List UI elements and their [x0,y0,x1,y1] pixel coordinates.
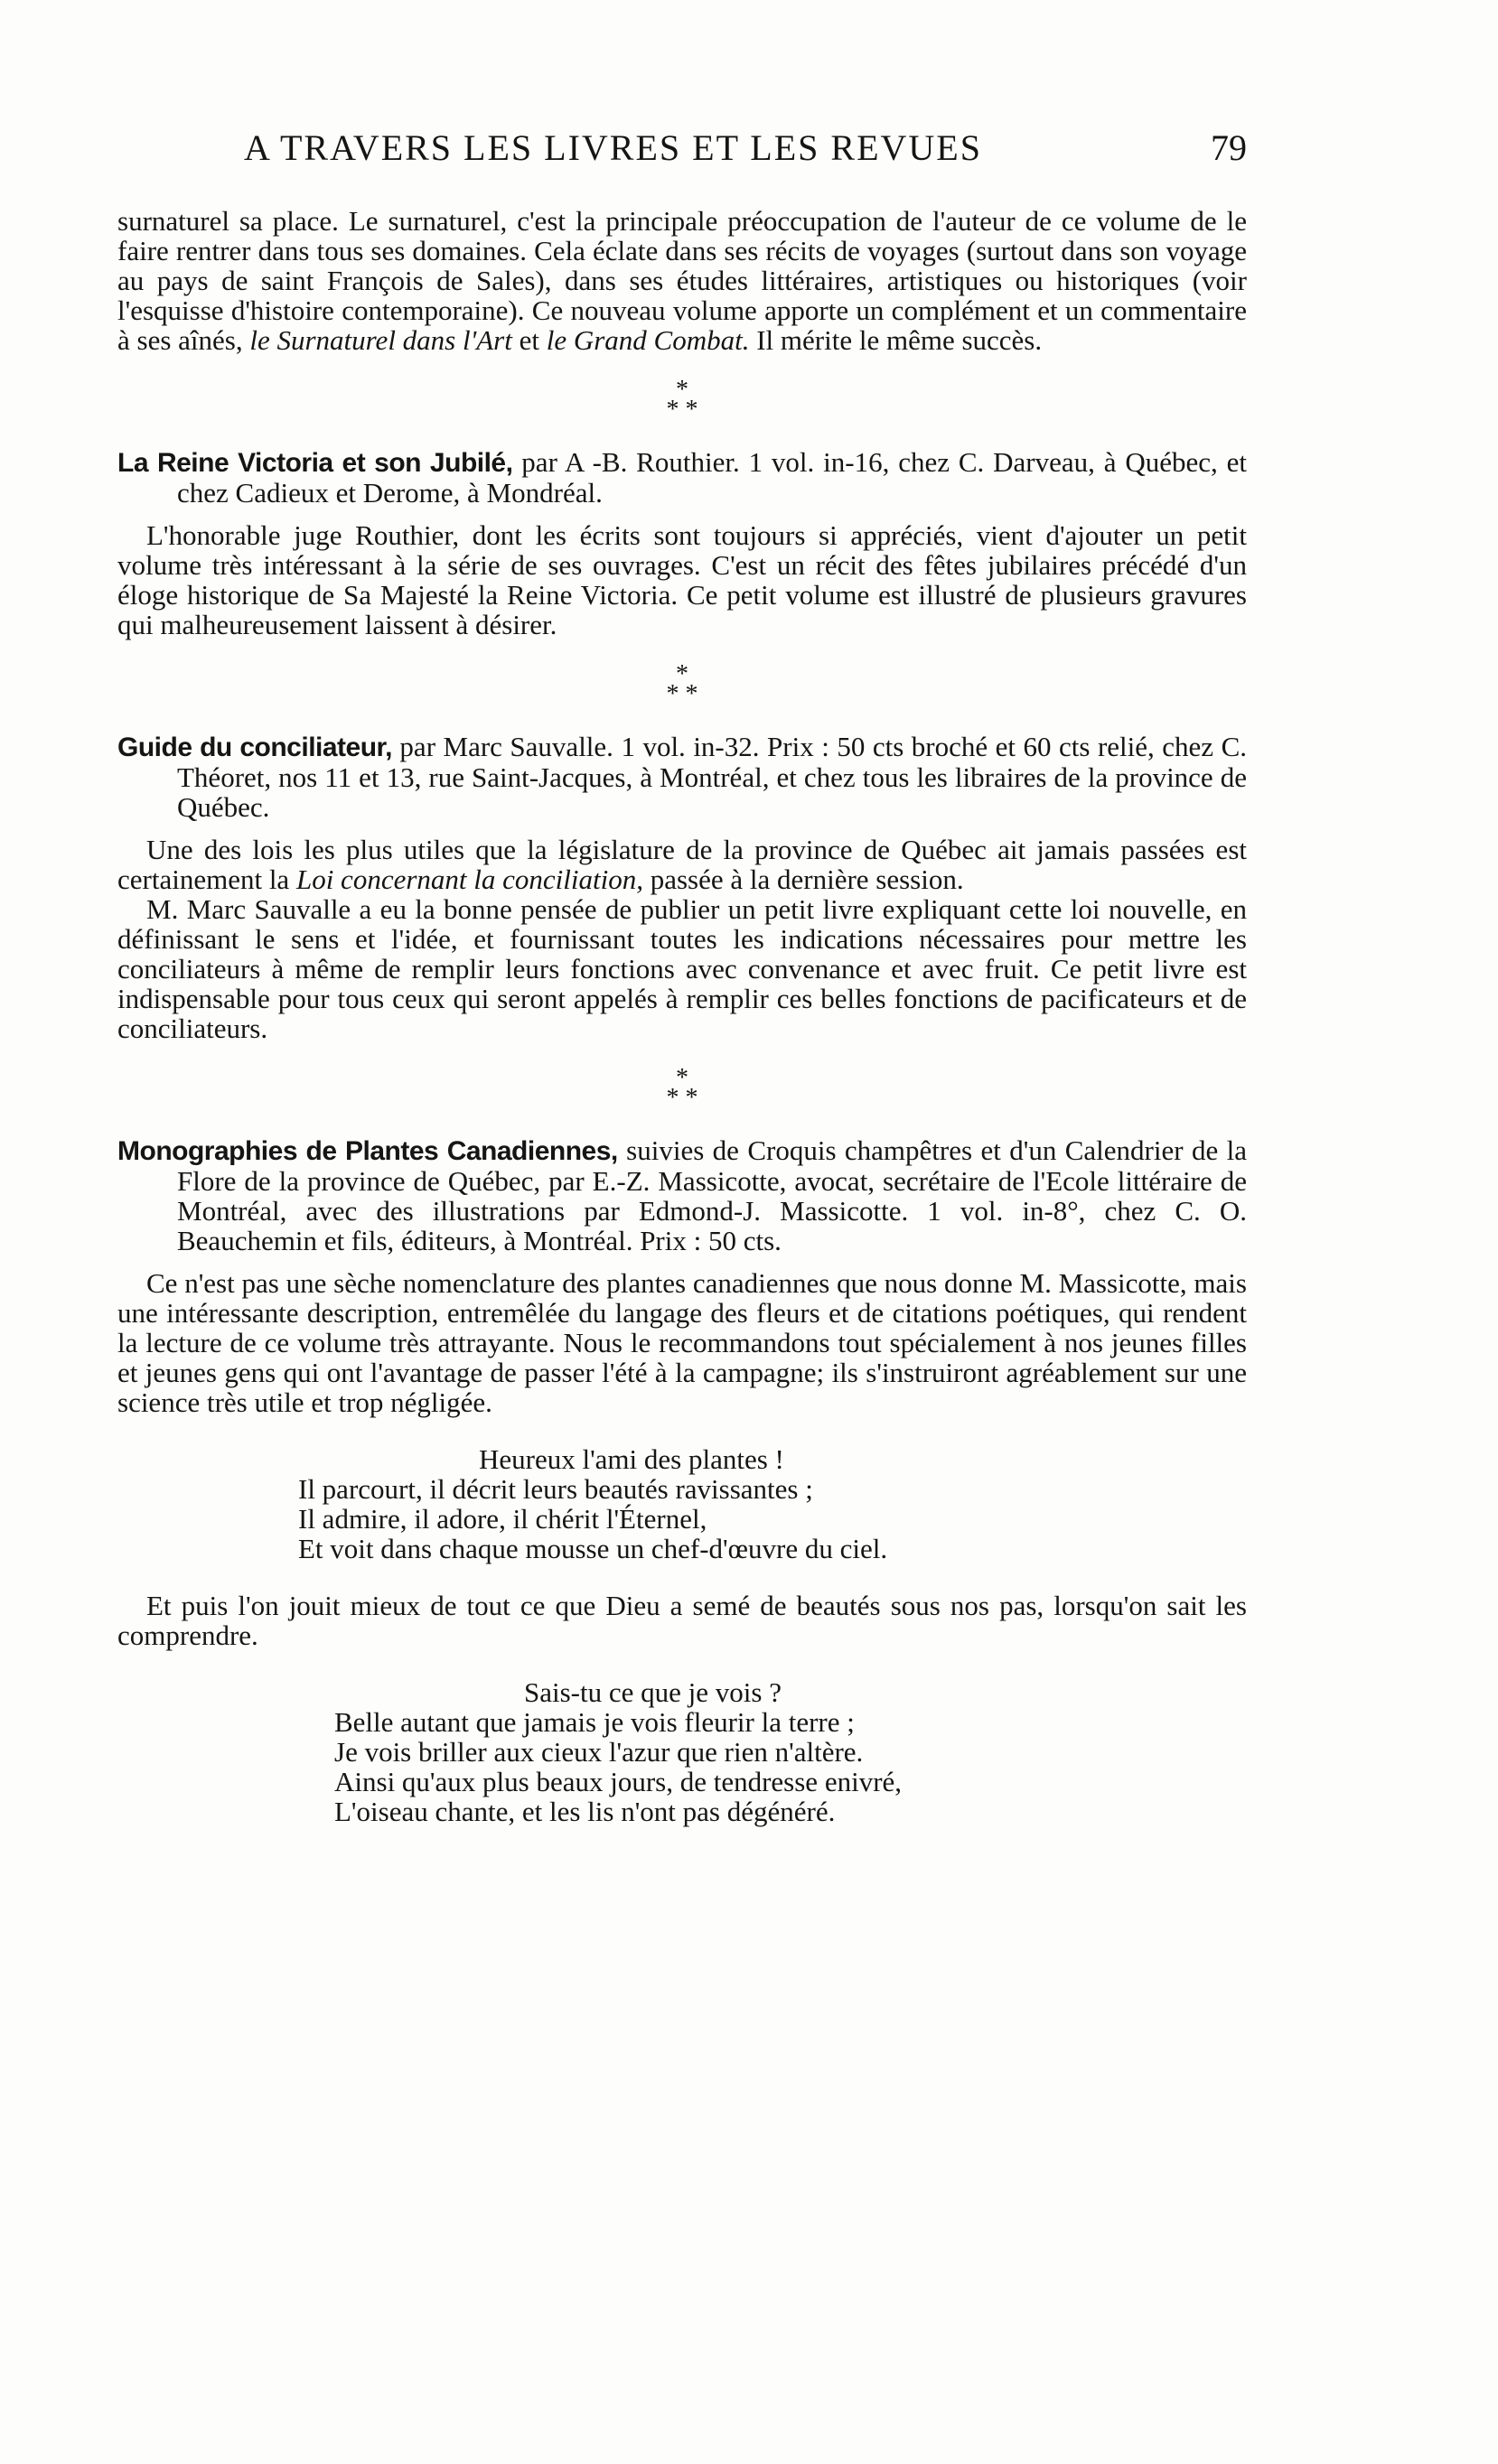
paragraph-text: Une des lois les plus utiles que la législature de la province de Québec ait jamais passées est certainement la [117,834,1247,895]
paragraph-text: passée à la dernière session. [642,863,964,895]
intro-title-1: le Surnaturel dans l'Art [249,324,512,356]
entry-details: suivies de Croquis champêtres et d'un Calendrier de la Flore de la province de Québec, par E.-Z. Massicotte, avocat, secrétaire de l'Ecole littéraire de Montréal, avec des illustrations par Edmond-J. Massicotte. 1 vol. in-8°, chez C. O. Beauchemin et fils, éditeurs, à Montréal. Prix : 50 cts. [177,1134,1247,1256]
verse-line: Je vois briller aux cieux l'azur que rien n'altère. [334,1736,864,1768]
verse-line: Heureux l'ami des plantes ! [479,1443,784,1475]
intro-text-join: et [511,324,547,356]
verse-line: L'oiseau chante, et les lis n'ont pas dégénéré. [334,1796,836,1827]
review-entry-guide [117,732,1247,822]
verse-line: Il admire, il adore, il chérit l'Éternel, [298,1503,707,1535]
page-number: 79 [1211,127,1247,168]
verse-line: Il parcourt, il décrit leurs beautés ravissantes ; [298,1473,813,1505]
page-header [117,126,1247,172]
verse-line: Belle autant que jamais je vois fleurir la terre ; [334,1706,855,1738]
review-entry-reine [117,447,1247,508]
review-entry-monographies [117,1135,1247,1255]
verse-line: Ainsi qu'aux plus beaux jours, de tendresse enivré, [334,1766,903,1797]
entry-title: Monographies de Plantes Canadiennes, [117,1136,618,1166]
section-separator: * * * [666,660,698,708]
intro-text-end: Il mérite le même succès. [749,324,1043,356]
law-title: Loi concernant la conciliation, [295,863,643,895]
intro-text: surnaturel sa place. Le surnaturel, c'est la principale préoccupation de l'auteur de ce volume de le faire rentrer dans tous ses domaines. Cela éclate dans ses récits de voyages (surtout dans son voyage au pays de saint François de Sales), dans ses études littéraires, artistiques ou historiques (voir l'esquisse d'histoire contemporaine). Ce nouveau volume apporte un complément et un commentaire à ses aînés, [117,205,1247,356]
intro-paragraph [117,206,1247,355]
verse-line: Et voit dans chaque mousse un chef-d'œuvre du ciel. [298,1533,888,1564]
review-paragraph: L'honorable juge Routhier, dont les écrits sont toujours si appréciés, vient d'ajouter un petit volume très intéressant à la série de ses ouvrages. C'est un récit des fêtes jubilaires précédé d'un éloge historique de Sa Majesté la Reine Victoria. Ce petit volume est illustré de plusieurs gravures qui malheureusement laissent à désirer. [117,519,1247,640]
review-paragraph: Et puis l'on jouit mieux de tout ce que Dieu a semé de beautés sous nos pas, lorsqu'on sait les comprendre. [117,1590,1247,1651]
entry-details: par Marc Sauvalle. 1 vol. in-32. Prix : 50 cts broché et 60 cts relié, chez C. Théoret, nos 11 et 13, rue Saint-Jacques, à Montréal, et chez tous les libraires de la province de Québec. [177,731,1248,823]
verse-quotation [117,1444,1247,1563]
entry-title: La Reine Victoria et son Jubilé, [117,448,513,478]
entry-details: par A -B. Routhier. 1 vol. in-16, chez C. Darveau, à Québec, et chez Cadieux et Derome, à Mondréal. [177,446,1247,509]
entry-title: Guide du conciliateur, [117,733,392,762]
review-paragraph: M. Marc Sauvalle a eu la bonne pensée de publier un petit livre expliquant cette loi nouvelle, en définissant le sens et l'idée, et fournissant toutes les indications nécessaires pour mettre les conciliateurs à même de remplir leurs fonctions avec convenance et avec fruit. Ce petit livre est indispensable pour tous ceux qui seront appelés à remplir ces belles fonctions de pacificateurs et de conciliateurs. [117,893,1247,1044]
section-separator: * * * [666,376,698,424]
intro-title-2: le Grand Combat. [546,324,750,356]
running-title: A TRAVERS LES LIVRES ET LES REVUES [244,127,982,168]
review-paragraph [117,835,1247,894]
verse-quotation [117,1677,1247,1826]
review-paragraph: Ce n'est pas une sèche nomenclature des plantes canadiennes que nous donne M. Massicotte, mais une intéressante description, entremêlée du langage des fleurs et de citations poétiques, qui rendent la lecture de ce volume très attrayante. Nous le recommandons tout spécialement à nos jeunes filles et jeunes gens qui ont l'avantage de passer l'été à la campagne; ils s'instruiront agréablement sur une science très utile et trop négligée. [117,1267,1247,1418]
section-separator: * * * [666,1064,698,1112]
page-body [117,206,1247,1853]
verse-line: Sais-tu ce que je vois ? [524,1676,782,1708]
